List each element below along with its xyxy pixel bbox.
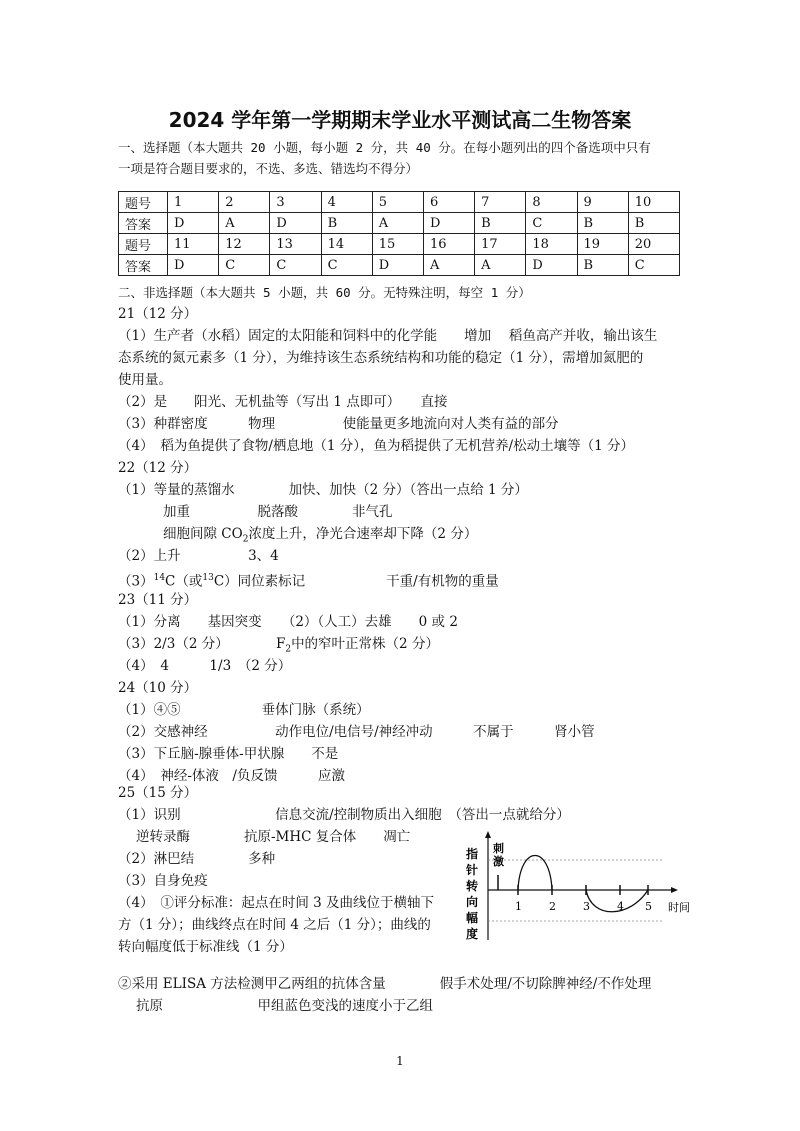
- row-label: 答案: [119, 213, 168, 234]
- table-cell: B: [577, 255, 628, 276]
- q23-answer-line: （4） 4 1/3 （2 分）: [118, 658, 292, 674]
- table-cell: A: [423, 255, 474, 276]
- table-row: [119, 213, 680, 234]
- q21-answer-line: （1）生产者（水稻）固定的太阳能和饲料中的化学能 增加 稻鱼高产并收，输出该生: [118, 328, 658, 344]
- table-row: [119, 255, 680, 276]
- q24-answer-line: （2）交感神经 动作电位/电信号/神经冲动 不属于 肾小管: [118, 724, 595, 740]
- q22-answer-line: 加重 脱落酸 非气孔: [163, 504, 393, 520]
- page-number: 1: [396, 1054, 404, 1068]
- q25-answer-line: 转向幅度低于标准线（1 分）: [118, 939, 293, 955]
- x-axis-label: 时间: [668, 901, 690, 914]
- q25-answer-line: （1）识别 信息交流/控制物质出入细胞 （答出一点就给分）: [118, 807, 570, 823]
- table-cell: 16: [423, 234, 474, 255]
- q24-answer-line: （1）④⑤ 垂体门脉（系统）: [118, 702, 370, 718]
- q21-heading: 21（12 分）: [118, 306, 198, 322]
- q22-answer-line: 细胞间隙 $CO_2$浓度上升，净光合速率却下降（2 分）: [163, 526, 478, 545]
- table-cell: A: [475, 255, 526, 276]
- q25-answer-line: ②采用 ELISA 方法检测甲乙两组的抗体含量 假手术处理/不切除脾神经/不作处理: [118, 976, 652, 992]
- table-cell: 20: [628, 234, 679, 255]
- table-cell: 3: [270, 192, 321, 213]
- table-cell: 7: [475, 192, 526, 213]
- q25-answer-line: 方（1 分）；曲线终点在时间 4 之后（1 分）；曲线的: [118, 917, 431, 933]
- y-axis-label-char: 幅: [466, 911, 479, 925]
- q22-heading: 22（12 分）: [118, 460, 198, 476]
- page-title: 2024 学年第一学期期末学业水平测试高二生物答案: [168, 108, 632, 132]
- q25-answer-line: 逆转录酶 抗原-MHC 复合体 凋亡: [136, 829, 411, 845]
- q25-answer-line: （2）淋巴结 多种: [118, 851, 276, 867]
- q25-heading: 25（15 分）: [118, 785, 198, 801]
- table-cell: 18: [526, 234, 577, 255]
- x-axis-ticks: [515, 885, 652, 913]
- table-cell: D: [423, 213, 474, 234]
- table-cell: 2: [219, 192, 270, 213]
- x-tick-label: 4: [617, 900, 624, 913]
- table-cell: C: [526, 213, 577, 234]
- q21-answer-line: （4） 稻为鱼提供了食物/栖息地（1 分），鱼为稻提供了无机营养/松动土壤等（1 分）: [118, 438, 634, 454]
- q21-answer-line: 使用量。: [118, 372, 172, 388]
- y-axis-label-char: 向: [466, 895, 479, 909]
- answer-table: [118, 191, 680, 276]
- q25-answer-line: （3）自身免疫: [118, 873, 208, 889]
- table-cell: 15: [372, 234, 423, 255]
- x-tick-label: 5: [645, 900, 652, 913]
- q22-answer-line: $(3)^{14}C$（或$^{13}$C）同位素标记 干重/有机物的重量: [118, 573, 499, 590]
- table-cell: D: [168, 213, 219, 234]
- q24-answer-line: （3）下丘脑-腺垂体-甲状腺 不是: [118, 746, 339, 762]
- y-axis-label-char: 度: [466, 927, 479, 941]
- table-cell: 17: [475, 234, 526, 255]
- y-axis-label-char: 转: [466, 879, 479, 893]
- table-cell: B: [577, 213, 628, 234]
- table-cell: A: [372, 213, 423, 234]
- section2-instructions: 二、非选择题（本大题共 5 小题，共 60 分。无特殊注明，每空 1 分）: [118, 285, 531, 300]
- table-cell: 12: [219, 234, 270, 255]
- table-cell: 13: [270, 234, 321, 255]
- table-cell: 1: [168, 192, 219, 213]
- q23-answer-line: （1）分离 基因突变 （2）（人工）去雄 0 或 2: [118, 614, 458, 630]
- pointer-deflection-figure: [462, 830, 692, 950]
- table-cell: 9: [577, 192, 628, 213]
- q23-heading: 23（11 分）: [118, 592, 198, 608]
- stimulus-label: [492, 841, 504, 868]
- table-cell: D: [168, 255, 219, 276]
- table-cell: C: [219, 255, 270, 276]
- table-cell: 6: [423, 192, 474, 213]
- x-axis-arrow-icon: [671, 887, 678, 893]
- row-label: 答案: [119, 255, 168, 276]
- y-axis-label-char: 指: [466, 847, 479, 861]
- table-cell: C: [270, 255, 321, 276]
- section1-instructions-line1: 一、选择题（本大题共 20 小题，每小题 2 分，共 40 分。在每小题列出的四个备选项中只有: [118, 140, 651, 155]
- stimulus-label-char: 激: [493, 855, 504, 868]
- table-cell: D: [526, 255, 577, 276]
- table-cell: B: [628, 213, 679, 234]
- x-tick-label: 3: [583, 900, 590, 913]
- y-axis-label: [465, 846, 478, 941]
- q24-heading: 24（10 分）: [118, 680, 198, 696]
- q22-answer-line: （1）等量的蒸馏水 加快、加快（2 分）（答出一点给 1 分）: [118, 482, 528, 498]
- q24-answer-line: （4） 神经-体液 /负反馈 应激: [118, 768, 345, 784]
- table-cell: 4: [321, 192, 372, 213]
- table-cell: 11: [168, 234, 219, 255]
- row-label: 题号: [119, 234, 168, 255]
- q25-answer-line: （4） ①评分标准：起点在时间 3 及曲线位于横轴下: [118, 895, 435, 911]
- y-axis-label-char: 针: [466, 863, 479, 877]
- q21-answer-line: 态系统的氮元素多（1 分），为维持该生态系统结构和功能的稳定（1 分），需增加氮肥的: [118, 350, 644, 366]
- x-tick-label: 2: [549, 900, 556, 913]
- table-cell: 10: [628, 192, 679, 213]
- q25-answer-line: 抗原 甲组蓝色变浅的速度小于乙组: [136, 998, 433, 1014]
- table-cell: C: [628, 255, 679, 276]
- standard-deflection-curve: [518, 856, 552, 891]
- table-cell: B: [475, 213, 526, 234]
- row-label: 题号: [119, 192, 168, 213]
- table-cell: 8: [526, 192, 577, 213]
- table-cell: 14: [321, 234, 372, 255]
- table-cell: D: [270, 213, 321, 234]
- table-cell: C: [321, 255, 372, 276]
- q22-answer-line: （2）上升 3、4: [118, 548, 279, 564]
- table-cell: 5: [372, 192, 423, 213]
- table-cell: 19: [577, 234, 628, 255]
- q21-answer-line: （3）种群密度 物理 使能量更多地流向对人类有益的部分: [118, 416, 559, 432]
- q23-answer-line: （3）2/3（2 分） $F_2$中的窄叶正常株（2 分）: [118, 636, 439, 655]
- x-tick-label: 1: [515, 900, 522, 913]
- section1-instructions-line2: 一项是符合题目要求的，不选、多选、错选均不得分）: [118, 161, 419, 176]
- table-cell: B: [321, 213, 372, 234]
- table-row: [119, 192, 680, 213]
- table-cell: D: [372, 255, 423, 276]
- table-row: [119, 234, 680, 255]
- table-cell: A: [219, 213, 270, 234]
- y-axis-arrow-icon: [485, 831, 491, 838]
- stimulus-label-char: 刺: [493, 842, 504, 855]
- q21-answer-line: （2）是 阳光、无机盐等（写出 1 点即可） 直接: [118, 394, 448, 410]
